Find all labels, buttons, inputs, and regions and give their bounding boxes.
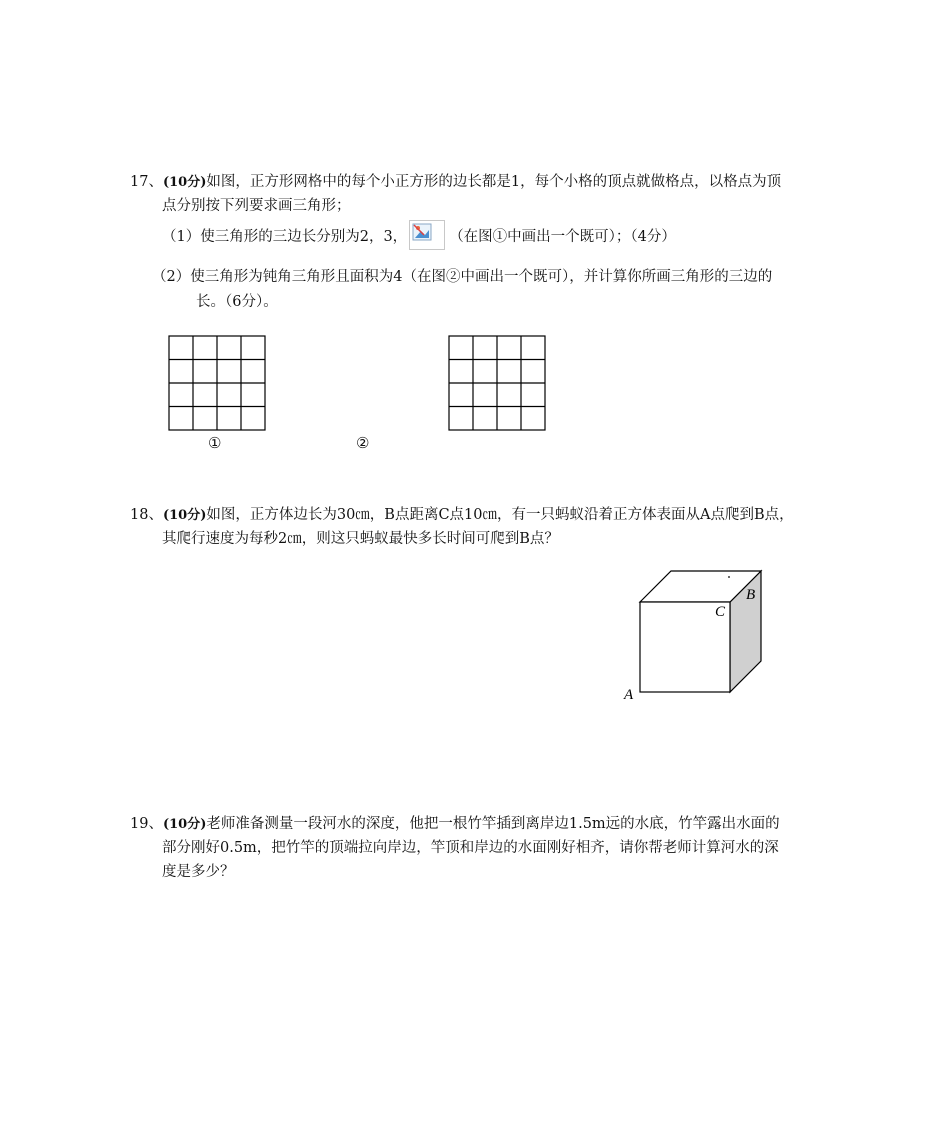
q17-part2-line1: （2）使三角形为钝角三角形且面积为4（在图②中画出一个既可），并计算你所画三角形的三边的 — [152, 269, 773, 285]
q19-text-line2: 部分刚好0.5m，把竹竿的顶端拉向岸边，竿顶和岸边的水面刚好相齐，请你帮老师计算河水的深 — [162, 840, 779, 856]
q19-text-line3: 度是多少？ — [162, 864, 235, 880]
q18-text-line2: 其爬行速度为每秒2㎝，则这只蚂蚁最快多长时间可爬到B点？ — [162, 531, 559, 547]
q18-line1 — [130, 505, 794, 526]
cube-label-a: A — [624, 687, 634, 703]
q19-points: (10分) — [162, 817, 207, 832]
broken-image-icon — [409, 220, 445, 250]
q17-points: (10分) — [162, 175, 207, 190]
q17-part2-line2: 长。（6分）。 — [196, 294, 278, 310]
cube-figure — [620, 565, 770, 705]
q17-text-line1: 如图，正方形网格中的每个小正方形的边长都是1，每个小格的顶点就做格点，以格点为顶 — [206, 174, 782, 190]
q17-part1 — [162, 220, 676, 250]
q18-points: (10分) — [162, 508, 207, 523]
q18-number: 18、 — [130, 507, 163, 523]
q17-line1 — [130, 172, 781, 193]
q17-part1-text-b: （在图①中画出一个既可）；（4分） — [449, 229, 676, 245]
q19-line1 — [130, 814, 780, 835]
cube-label-c: C — [715, 604, 726, 620]
cube-label-b: B — [746, 587, 756, 603]
grid-figure-2 — [448, 335, 547, 432]
cube-point-dot — [728, 576, 730, 578]
q19-number: 19、 — [130, 816, 163, 832]
grid-label-1: ① — [208, 434, 222, 452]
grid-label-2: ② — [356, 434, 370, 452]
q17-text-line2: 点分别按下列要求画三角形； — [162, 198, 351, 214]
grid-figure-1 — [168, 335, 267, 432]
q18-text-line1: 如图，正方体边长为30㎝，B点距离C点10㎝，有一只蚂蚁沿着正方体表面从A点爬到B点， — [206, 507, 794, 523]
q17-part1-text-a: （1）使三角形的三边长分别为2，3， — [162, 229, 408, 245]
q19-text-line1: 老师准备测量一段河水的深度，他把一根竹竿插到离岸边1.5m远的水底，竹竿露出水面的 — [206, 816, 780, 832]
q17-number: 17、 — [130, 174, 163, 190]
